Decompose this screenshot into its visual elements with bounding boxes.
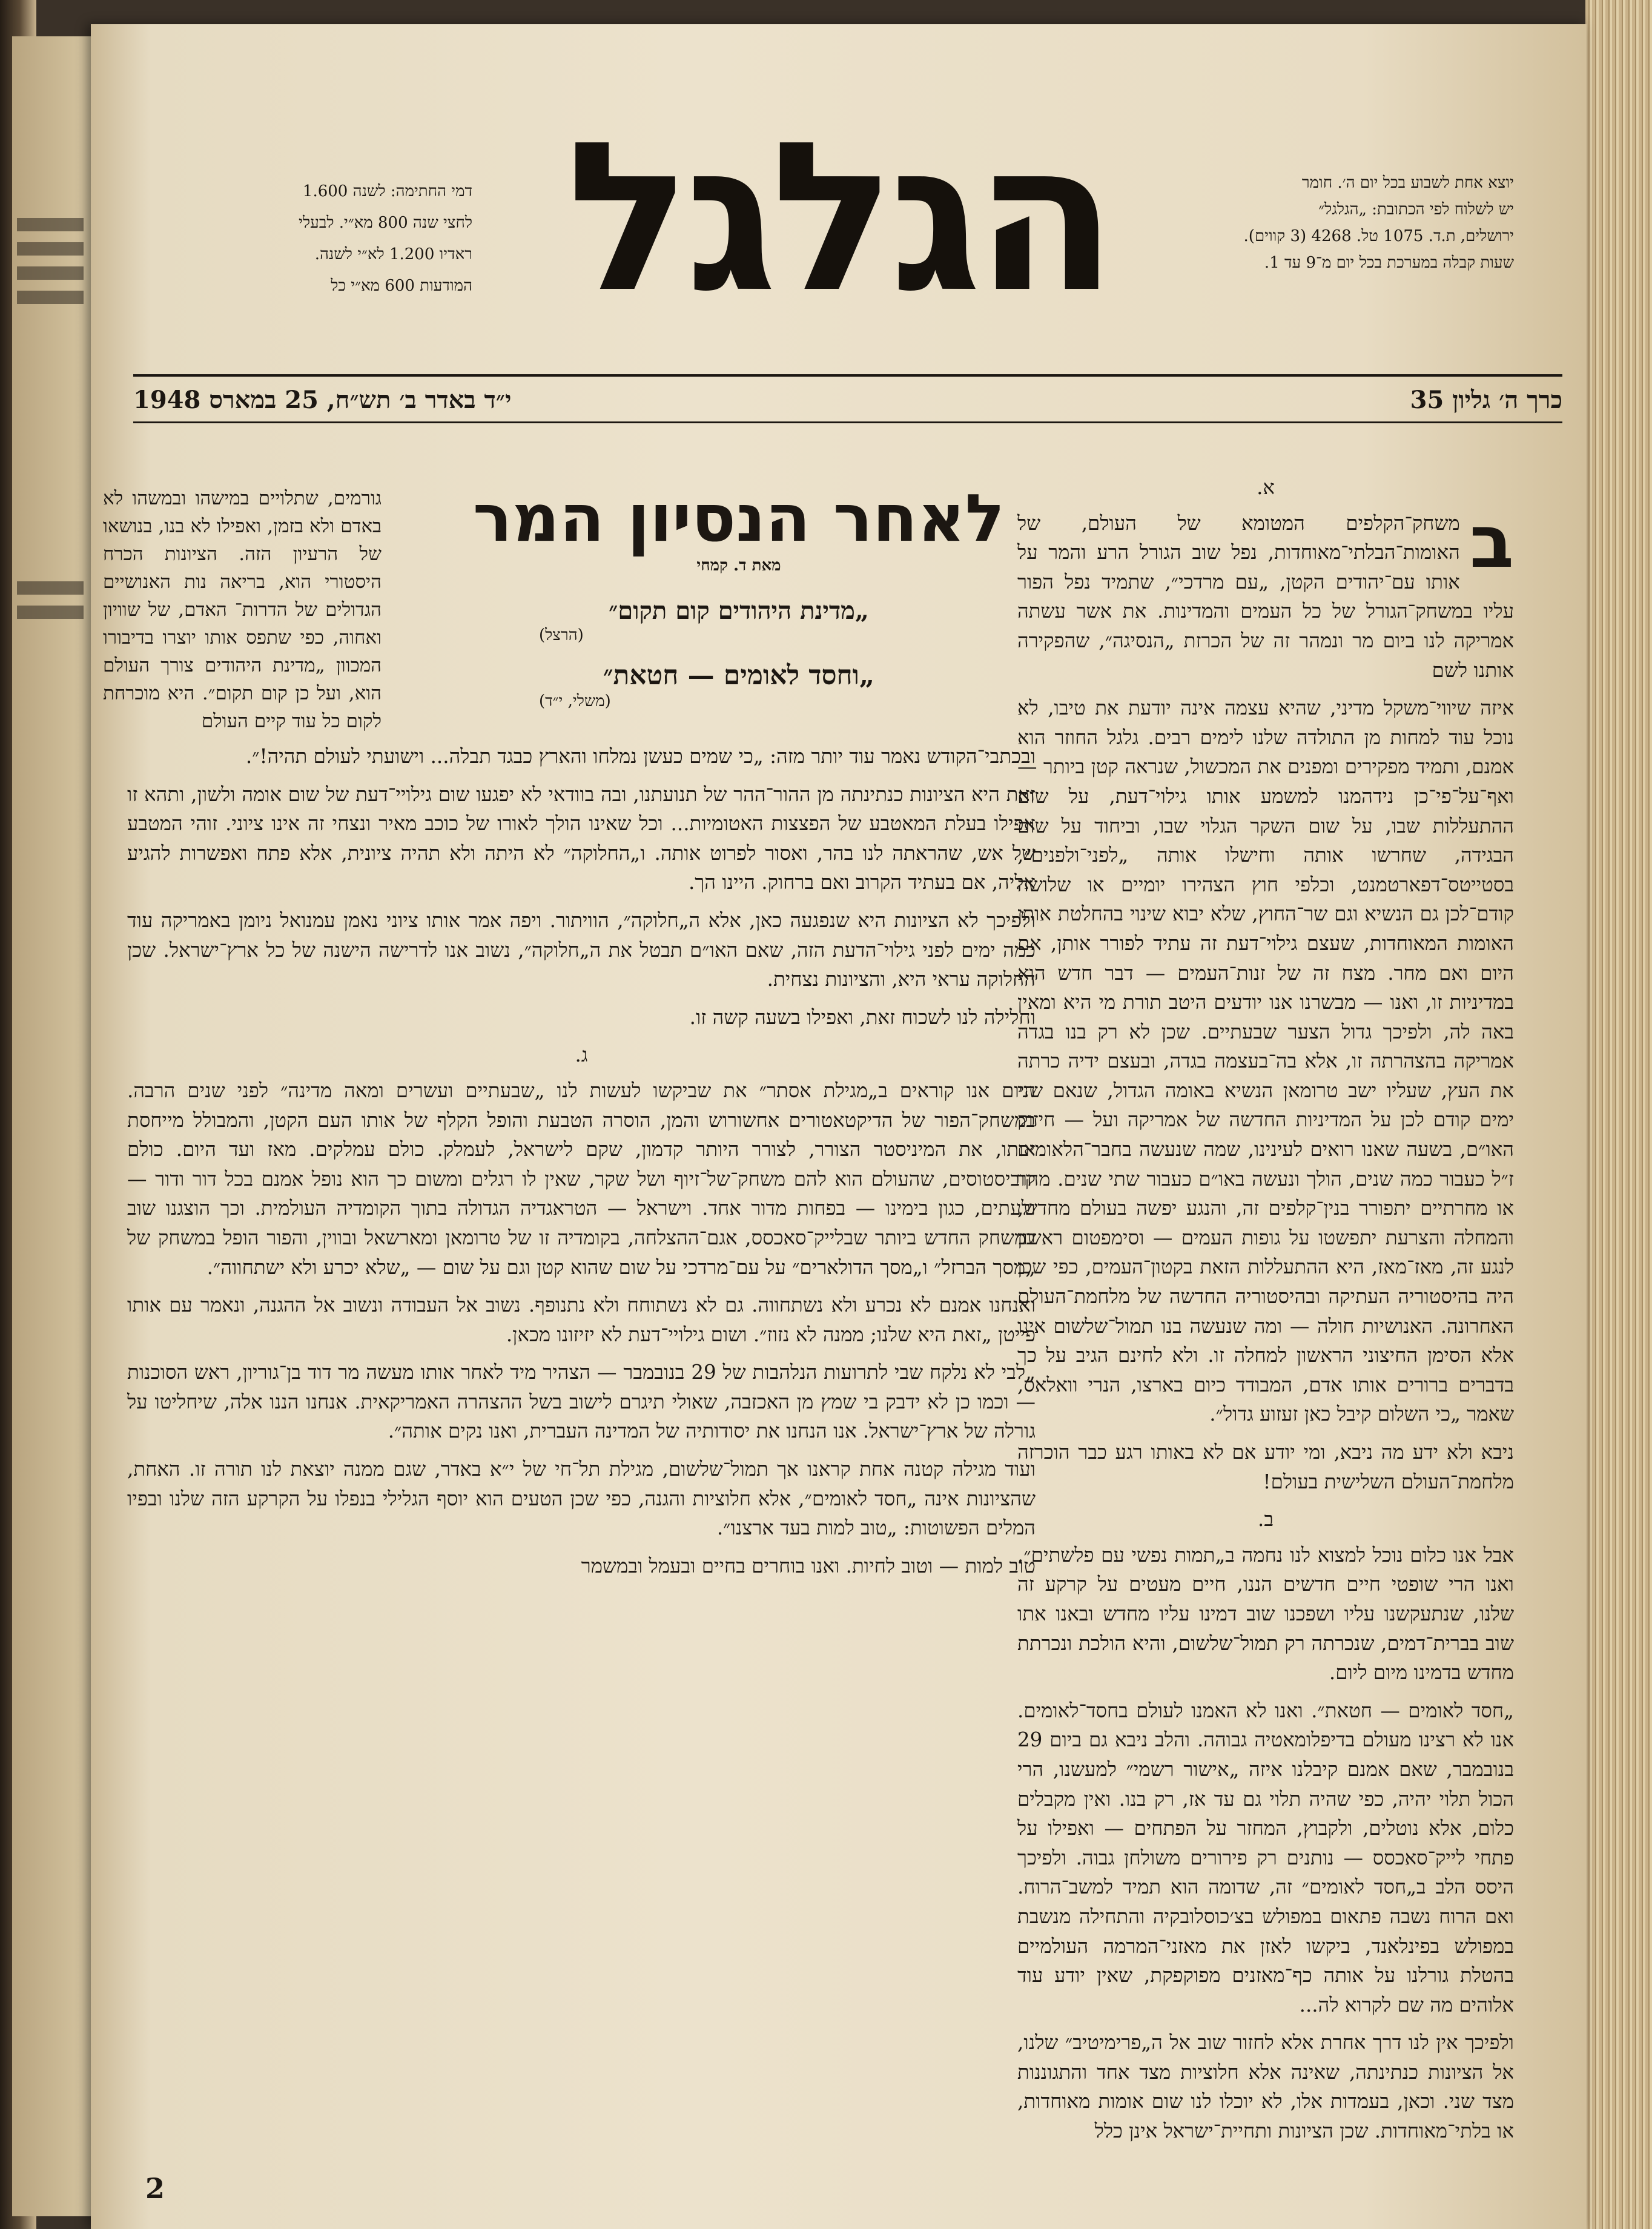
- subscription-info: [133, 176, 472, 302]
- article-paragraph: ובכתבי־הקודש נאמר עוד יותר מזה: „כי שמים כעשן נמלחו והארץ כבגד תבלה... וישועתי לעולם תהיה!״.: [245, 745, 1036, 768]
- article-column-right: [1017, 469, 1514, 2174]
- article-paragraph: טוב למות — וטוב לחיות. ואנו בוחרים בחיים ובעמל ובמשמר: [581, 1554, 1036, 1577]
- masthead-rule: [133, 374, 1562, 377]
- article-paragraph: „חסד לאומים — חטאת״. ואנו לא האמנו לעולם בחסד־לאומים. אנו לא רצינו מעולם בדיפלומאטיה גבוהה. והלב ניבא גם ביום 29 בנובמבר, שאם אמנם קיבלנו איזה „אישור רשמי״ למעשנו, הרי הכול תלוי יהיה, כפי שהיה תלוי גם עד אז, רק בנו. ואין מקבלים כלום, אלא נוטלים, ולקבוץ, המחזר על הפתחים — ואפילו על פתחי לייק־סאכסס — נותנים רק פירורים משולחן גבוה. ולפיכך היסס הלב ב„חסד לאומים״ זה, שדומה הוא תמיד למשב־הרוח. ואם הרוח נשבה פתאום במפולש בצ׳כוסלובקיה והתחילה מנשבת במפולש בפינלאנד, ביקשו לאזן את מאזני־המרמה העולמיים בהטלת גורלנו על אותה כף־מאזנים מפוקפקת, שאין יודע עוד אלוהים מה שם לקרוא לה...: [1017, 1699, 1514, 2016]
- previous-page-text: [17, 266, 84, 280]
- article-column-continued: [103, 484, 382, 739]
- article-paragraph-text: משחק־הקלפים המטומא של העולם, של האומות־הבלתי־מאוחדות, נפל שוב הגורל הרע והמר על אותו עם־יהודים הקטן, „עם מרדכי״, שתמיד נפל הפור עליו במשחק־הגורל של כל העמים והמדינות. את אשר עשתה אמריקה לנו ביום מר ונמהר זה של הכרזת „הנסיגה״, שהפקירה אותנו לשם: [1017, 511, 1514, 682]
- stacked-pages-edge: [1585, 0, 1652, 2229]
- previous-page-text: [17, 581, 84, 595]
- article-paragraph: „לבי לא נלקח שבי לתרועות הנלהבות של 29 בנובמבר — הצהיר מיד לאחר אותו מעשה מר דוד בן־גוריון, ראש הסוכנות — וכמו כן לא ידבק בי שמץ מן האכזבה, שאולי תיגרם לישוב בשל ההצהרה האמריקאית. אנחנו הננו אלה, שיחליטו על גורלה של ארץ־ישראל. אנו הנחנו את יסודותיה של המדינה העברית, ואנו נקים אותה״.: [127, 1361, 1036, 1443]
- article-paragraph: גורמים, שתלויים במישהו ובמשהו לא באדם ולא בזמן, ואפילו לא בנו, בנושאו של הרעיון הזה. הציונות הכרח היסטורי הוא, בריאה נות האנושיים הגדולים של הדרות־ האדם, של שוויון ואחוה, כפי שתפס אותו יוצרו בדיבורו המכוון „מדינת היהודים צורך העולם הוא, ועל כן קום תקום״. היא מוכרחת לקום כל עוד קיים העולם: [103, 487, 382, 732]
- issue-date: י״ד באדר ב׳ תש״ח, 25 במארס 1948: [133, 385, 512, 414]
- masthead: [91, 97, 1587, 363]
- previous-page-edge: [12, 36, 97, 2216]
- article-paragraph: ולפיכך אין לנו דרך אחרת אלא לחזור שוב אל ה„פרימיטיב״ שלנו, אל הציונות כנתינתה, שאינה אלא חלוציות מצד אחד והתגוננות מצד שני. וכאן, בעמדות אלו, לא יוכלו לנו שום אומות מאוחדות, או בלתי־מאוחדות. שכן הציונות ותחיית־ישראל אינן כלל: [1017, 2031, 1514, 2143]
- drop-cap: ב: [1469, 500, 1514, 584]
- page-number: 2: [145, 2172, 165, 2205]
- issue-bar: [133, 381, 1562, 418]
- epigraph-quote: „מדינת היהודים קום תקום״: [609, 596, 869, 626]
- epigraph-source: (הרצל): [539, 626, 584, 645]
- article-byline: מאת ד. קמחי: [696, 556, 781, 575]
- subscription-info-line: המודעות 600 מא״י כל: [331, 277, 472, 295]
- issue-volume: כרך ה׳ גליון 35: [1410, 385, 1562, 414]
- article-paragraph: ועוד מגילה קטנה אחת קראנו אך תמול־שלשום, מגילת תל־חי של י״א באדר, שגם ממנה יוצאת לנו תורה זו. האחת, שהציונות אינה „חסד לאומים״, אלא חלוציות והגנה, כפי שכן הטעים הוא יוסף הגלילי בנפלו על הקרקע הזה שלנו ובפיו המלים הפשוטות: „טוב למות בעד ארצנו״.: [127, 1458, 1036, 1540]
- article-paragraph: ולפיכך לא הציונות היא שנפגעה כאן, אלא ה„חלוקה״, הוויתור. ויפה אמר אותו ציוני נאמן עמנואל ניומן באמריקה עוד כמה ימים לפני גילוי־הדעת הזה, שאם האו״ם תבטל את ה„חלוקה״, נשוב אנו לדרישה הישנה של כל ארץ־ישראל. שכן החלוקה עראי היא, והציונות נצחית.: [127, 908, 1036, 991]
- previous-page-text: [17, 291, 84, 304]
- publisher-info-line: ירושלים, ת.ד. 1075 טל. 4268 (3 קווים).: [1243, 227, 1514, 245]
- subscription-info-line: לחצי שנה 800 מא״י. לבעלי: [299, 214, 472, 232]
- article-paragraph: וחלילה לנו לשכוח זאת, ואפילו בשעה קשה זו.: [689, 1005, 1036, 1029]
- section-marker: ב.: [1258, 1508, 1274, 1531]
- newspaper-logo: הגלגל: [566, 98, 1111, 338]
- article-paragraph: ניבא ולא ידע מה ניבא, ומי יודע אם לא באותו רגע כבר הוכרזה מלחמת־העולם השלישית בעולם!: [1017, 1441, 1514, 1493]
- newspaper-page: [91, 24, 1587, 2229]
- publisher-info-line: שעות קבלה במערכת בכל יום מ־9 עד 1.: [1264, 254, 1514, 272]
- publisher-info-line: יש לשלוח לפי הכתובת: „הגלגל״: [1318, 200, 1514, 219]
- section-marker: א.: [1257, 476, 1275, 499]
- epigraph-source: (משלי, י״ד): [539, 692, 611, 711]
- article-paragraph: היום אנו קוראים ב„מגילת אסתר״ את שביקשו לעשות לנו „שבעתיים ועשרים ומאה מדינה״ לפני שנים הרבה. במשחק־הפור של הדיקטאטורים אחשורוש והמן, הוסרה הטבעת והופל הקלף של אותו העם הקטן, והמבולל מייחסת אותו, את המיניסטר הצורר, לצורר היותר קדמון, שקם לישראל, לעמלק. כולם עמלקים. מאז ועד היום. כולם קוביסטוסים, שהעולם הוא להם משחק־של־זיוף ושל שקר, שאין לו רגלים ומשום כך הוא נופל אמנם בכל דור ודור — ולעתים, כגון בימינו — בפחות מדור אחד. וישראל — הטראגדיה הגדולה בתוך הקומדיה העולמית. וכך הוצגנו שוב במשחק החדש ביותר שבלייק־סאכסס, אגם־ההצלחה, בקומדיה זו של טרומאן ומארשאל ובווין, והפור הופל במשחק של „מסך הברזל״ ו„מסך הדולארים״ על עם־מרדכי על שום שהוא קטן וגם על שום — „שלא יכרע ולא ישתחווה״.: [127, 1078, 1036, 1279]
- publisher-info-line: יוצא אחת לשבוע בכל יום ה׳. חומר: [1301, 174, 1514, 192]
- article-column-left: [127, 742, 1036, 2174]
- subscription-info-line: דמי החתימה: לשנה 1.600: [302, 182, 472, 200]
- article-headline: לאחר הנסיון המר: [472, 481, 1005, 556]
- article-paragraph: אבל אנו כלום נוכל למצוא לנו נחמה ב„תמות נפשי עם פלשתים״. ואנו הרי שופטי חיים חדשים הננו, חיים מעטים על קרקע זה שלנו, שנתעקשנו עליו ושפכנו שוב דמינו עליו מחדש ובאנו אתו שוב בברית־דמים, שנכרתה רק תמול־שלשום, והיא הולכת ונכרתת מחדש בדמינו מיום ליום.: [1017, 1543, 1514, 1685]
- article-paragraph: [1017, 500, 1514, 685]
- previous-page-text: [17, 218, 84, 231]
- issue-rule: [133, 421, 1562, 423]
- previous-page-text: [17, 242, 84, 256]
- epigraph-quote: „וחסד לאומים — חטאת״: [603, 660, 875, 692]
- section-marker: ג.: [575, 1043, 588, 1067]
- article-paragraph: איזה שיווי־משקל מדיני, שהיא עצמה אינה יודעת את טיבו, לא נוכל עוד למחות מן התולדה שלנו לימים רבים. גלגל החוזר הוא אמנם, ותמיד מפקירים ומפנים את המכשול, שנראה קטן ביותר — ואף־על־פי־כן נידהמנו למשמע אותו גילוי־דעת, על שום ההתעללות שבו, על שום השקר הגלוי שבו, וביחוד על שום הבגידה, שחרשו אותה וחישלו אותה „לפני־ולפנים״, בסטייטס־דפארטמנט, וכלפי חוץ הצהירו יומיים או שלושה קודם־לכן גם הנשיא וגם שר־החוץ, שלא יבוא שינוי בהחלטת אותן האומות המאוחדות, שעצם גילוי־דעת זה עתיד לפורר אותן, אם היום ואם מחר. מצח זה של זנות־העמים — דבר חדש הוא במדיניות זו, ואנו — מבשרנו אנו יודעים היטב תורת מי היא ומאין באה לה, ולפיכך גדול הצער שבעתיים. שכן לא רק בנו בגדה אמריקה בהצהרתה זו, אלא בה־בעצמה בגדה, ובעצם ידיה כרתה את העץ, שעליו ישב טרומאן הנשיא באומה הגדול, שנאם שני ימים קודם לכן על המדיניות החדשה של אמריקה ועל — חיזוק האו״ם, בשעה שאנו רואים לעינינו, שמה שנעשה בחבר־הלאומים ז״ל כעבור כמה שנים, הולך ונעשה באו״ם כעבור שתי שנים. מחר או מחרתיים יתפורר בנין־קלפים זה, והנגע יפשה בעולם מחדש, והמחלה והצרעת יתפשטו על גופות העמים — וסימפטום ראשון לנגע זה, מאז־מאז, היא ההתעללות הזאת בקטון־העמים, כפי שכן היה בהיסטוריה העתיקה ובהיסטוריה החדשה של מלחמת־העולם האחרונה. האנושיות חולה — ומה שנעשה בנו תמול־שלשום אינו אלא הסימן החיצוני הראשון למחלה זו. ולא לחינם הגיב על כך בדברים ברורים אותו אדם, המבודד כיום בארצו, הנרי וואלאס, שאמר „כי השלום קיבל כאן זעזוע גדול״.: [1017, 696, 1514, 1426]
- article-paragraph: זאת היא הציונות כנתינתה מן ההור־ההר של תנועתנו, ובה בוודאי לא יפגעו שום גילויי־דעת של שום אומה ולשון, ותהא זו אפילו בעלת המאטבע של הפצצות האטומיות... וכל שאינו הולך לאורו של כוכב מאיר ונצחי זה אינו ציוני. זוהי המטבע של אש, שהראתה לנו בהר, ואסור לפרוט אותה. ו„החלוקה״ לא היתה ולא תהיה ציונית, אלא פתח ואפשרות להגיע אליה, אם בעתיד הקרוב ואם ברחוק. היינו הך.: [127, 782, 1036, 894]
- article-header: [406, 481, 1072, 711]
- subscription-info-line: ראדיו 1.200 לא״י לשנה.: [314, 245, 472, 263]
- article-paragraph: ואנחנו אמנם לא נכרע ולא נשתחווה. גם לא נשתוחח ולא נתנופף. נשוב אל העבודה ונשוב אל ההגנה, ונאמר עם אותו פייטן „זאת היא שלנו; ממנה לא נזוז״. ושום גילויי־דעת לא יזיזונו מכאן.: [127, 1293, 1036, 1346]
- previous-page-text: [17, 606, 84, 619]
- publisher-info: [1090, 170, 1514, 276]
